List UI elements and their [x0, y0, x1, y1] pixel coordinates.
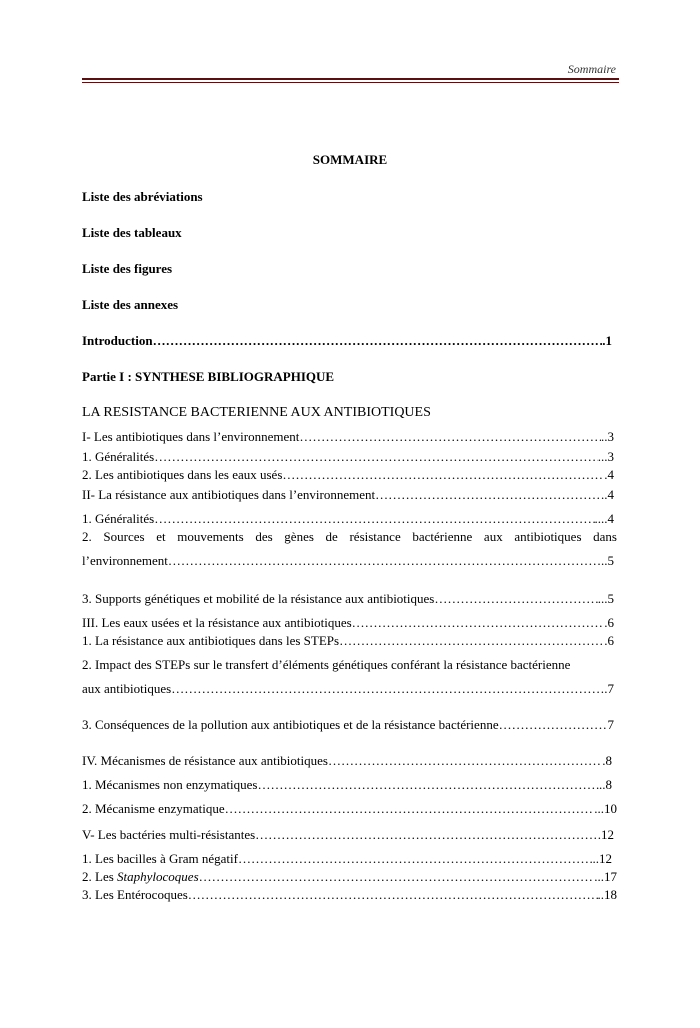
toc-page-number: ...3 — [597, 449, 614, 464]
toc-page-number: ...17 — [594, 869, 617, 884]
toc-word: 2. — [82, 529, 92, 544]
toc-word: dans — [593, 529, 617, 544]
toc-leader — [199, 868, 595, 886]
toc-entry — [82, 614, 614, 632]
toc-leader — [375, 486, 601, 504]
toc-leader — [171, 680, 604, 698]
toc-entry-text: 3. Supports génétiques et mobilité de la résistance aux antibiotiques — [82, 591, 435, 606]
header-rule-thick — [82, 78, 619, 80]
toc-entry — [82, 486, 614, 504]
toc-leader — [154, 510, 594, 528]
toc-leader — [339, 632, 604, 650]
toc-page-number: .4 — [604, 467, 614, 482]
toc-entry — [82, 716, 614, 734]
list-abbreviations: Liste des abréviations — [82, 189, 203, 204]
toc-leader — [282, 466, 604, 484]
toc-entry — [82, 552, 614, 570]
toc-word: résistance — [349, 529, 401, 544]
toc-entry-text: 3. Les Entérocoques — [82, 887, 188, 902]
toc-word: de — [325, 529, 338, 544]
toc-entry — [82, 428, 614, 446]
toc-word: bactérienne — [412, 529, 473, 544]
toc-leader — [188, 886, 598, 904]
toc-leader — [434, 590, 597, 608]
list-annexes: Liste des annexes — [82, 297, 179, 312]
list-tables: Liste des tableaux — [82, 225, 182, 240]
toc-leader — [328, 752, 602, 770]
toc-word: Sources — [103, 529, 145, 544]
toc-entry — [82, 886, 617, 904]
toc-entry-text: aux antibiotiques — [82, 681, 172, 696]
toc-entry-text: 1. La résistance aux antibiotiques dans les STEPs — [82, 633, 340, 648]
toc-word: des — [255, 529, 273, 544]
toc-entry — [82, 776, 612, 794]
toc-word: gènes — [284, 529, 314, 544]
toc-entry-text: IV. Mécanismes de résistance aux antibiotiques — [82, 753, 328, 768]
toc-leader — [499, 716, 608, 734]
toc-entry-text: 3. Conséquences de la pollution aux antibiotiques et de la résistance bactérienne — [82, 717, 499, 732]
toc-page-number: ....4 — [594, 511, 614, 526]
toc-leader — [154, 448, 598, 466]
toc-entry — [82, 510, 614, 528]
toc-leader — [153, 332, 603, 350]
header-rule-thin — [82, 82, 619, 83]
toc-entry-text: V- Les bactéries multi-résistantes — [82, 827, 256, 842]
toc-page-number: .7 — [604, 681, 614, 696]
toc-page-number: .8 — [602, 753, 612, 768]
toc-entry-text: 1. Mécanismes non enzymatiques — [82, 777, 258, 792]
toc-page-number: 7 — [607, 717, 614, 732]
toc-page-number: ..4 — [601, 487, 614, 502]
toc-page-number: ..3 — [601, 429, 614, 444]
toc-entry-text: 1. Les bacilles à Gram négatif — [82, 851, 238, 866]
toc-entry-text — [82, 868, 199, 886]
toc-entry-text: II- La résistance aux antibiotiques dans l’environnement — [82, 487, 376, 502]
toc-entry-text: 1. Généralités — [82, 511, 155, 526]
toc-entry — [82, 632, 614, 650]
toc-word: antibiotiques — [514, 529, 582, 544]
toc-page-number: ..18 — [597, 887, 617, 902]
page-title: SOMMAIRE — [312, 152, 388, 167]
toc-entry-text: I- Les antibiotiques dans l’environnement — [82, 429, 300, 444]
toc-leader — [255, 826, 598, 844]
running-header: Sommaire — [567, 62, 616, 76]
toc-entry-text: III. Les eaux usées et la résistance aux antibiotiques — [82, 615, 352, 630]
toc-entry — [82, 448, 614, 466]
toc-page-number: ..12 — [592, 851, 612, 866]
toc-entry-text: l’environnement — [82, 553, 168, 568]
toc-entry — [82, 850, 612, 868]
toc-entry — [82, 800, 617, 818]
toc-entry-line1: 2. Impact des STEPs sur le transfert d’éléments génétiques conférant la résistance bactérienne — [82, 657, 571, 672]
toc-page-number: ...5 — [597, 591, 614, 606]
toc-leader — [238, 850, 593, 868]
toc-entry — [82, 466, 614, 484]
toc-entry-introduction — [82, 332, 612, 350]
toc-leader — [168, 552, 601, 570]
toc-page-number: .6 — [604, 633, 614, 648]
part-heading: Partie I : SYNTHESE BIBLIOGRAPHIQUE — [82, 369, 335, 384]
toc-entry — [82, 826, 614, 844]
toc-word: aux — [483, 529, 503, 544]
toc-leader — [299, 428, 601, 446]
toc-entry — [82, 680, 614, 698]
toc-page-number: .1 — [602, 333, 612, 348]
toc-entry-text: 1. Généralités — [82, 449, 155, 464]
toc-page-number: .6 — [604, 615, 614, 630]
toc-page-number: .12 — [597, 827, 614, 842]
toc-entry-prefix: 2. Les — [82, 869, 118, 884]
section-heading: LA RESISTANCE BACTERIENNE AUX ANTIBIOTIQUES — [82, 405, 431, 420]
toc-entry-text: 2. Les antibiotiques dans les eaux usés — [82, 467, 283, 482]
toc-entry — [82, 752, 612, 770]
toc-word: et — [156, 529, 166, 544]
toc-entry — [82, 590, 614, 608]
toc-entry-text: 2. Mécanisme enzymatique — [82, 801, 225, 816]
toc-leader — [257, 776, 599, 794]
toc-page-number: ..8 — [599, 777, 612, 792]
toc-leader — [352, 614, 605, 632]
toc-entry-justified — [82, 528, 617, 546]
toc-page-number: ..5 — [601, 553, 614, 568]
list-figures: Liste des figures — [82, 261, 173, 276]
toc-word: mouvements — [177, 529, 244, 544]
toc-entry-text: Introduction — [82, 333, 153, 348]
toc-entry-italic: Staphylocoques — [117, 869, 199, 884]
toc-page-number: ...10 — [594, 801, 617, 816]
toc-leader — [225, 800, 595, 818]
toc-entry — [82, 868, 617, 886]
